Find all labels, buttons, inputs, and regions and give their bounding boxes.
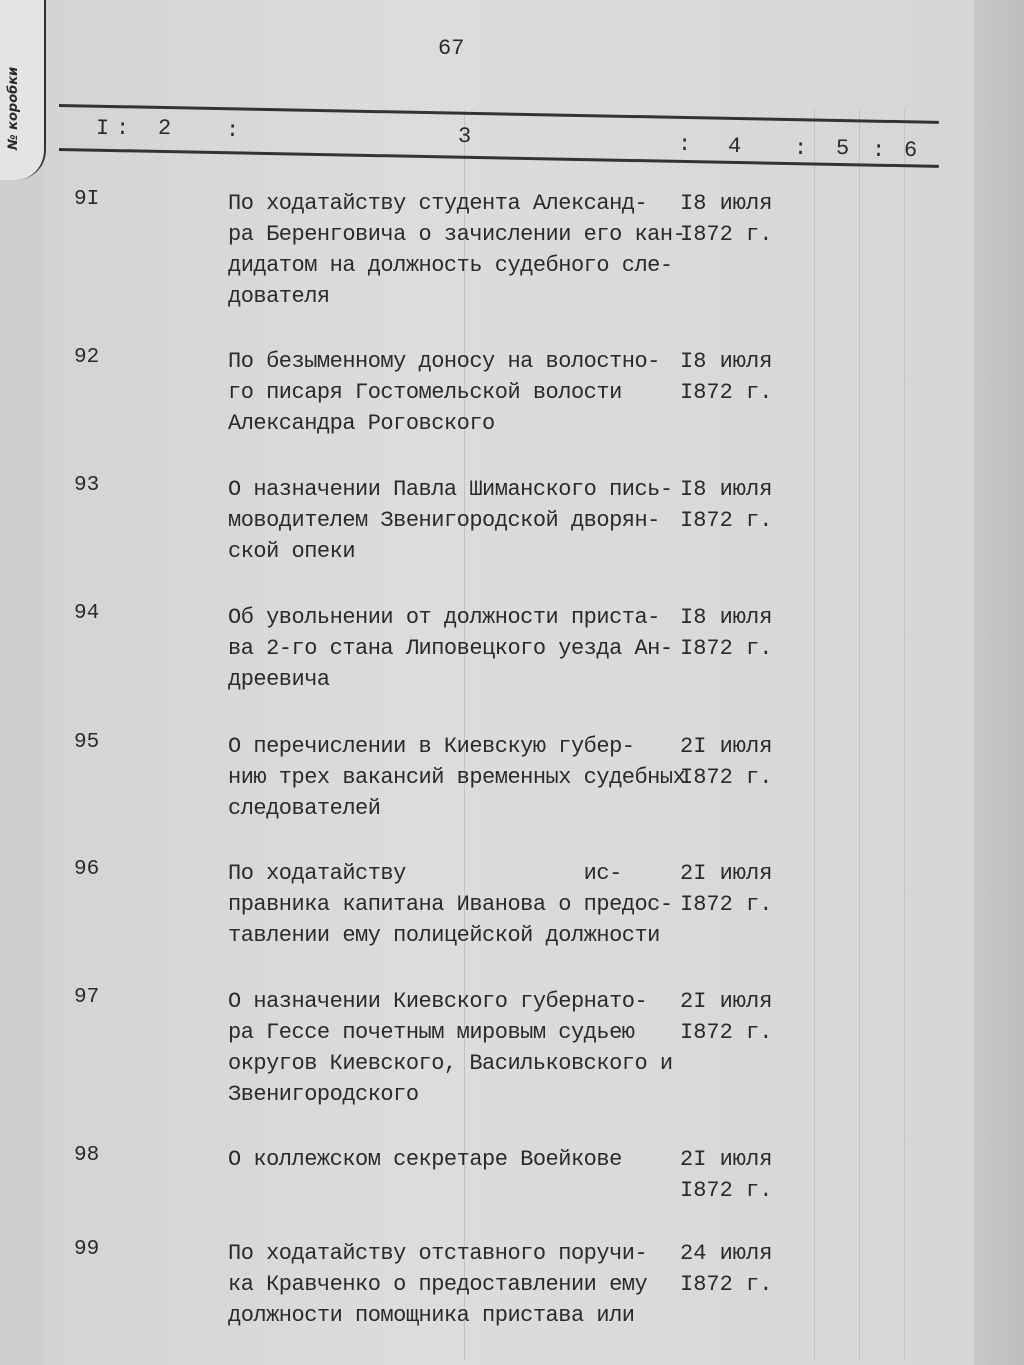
header-sep: : (677, 131, 692, 158)
spine-label: № коробки (6, 66, 21, 150)
document-page (44, 0, 974, 1365)
row-number: 99 (74, 1238, 100, 1261)
column-divider (814, 110, 815, 1360)
page-edge (974, 0, 1024, 1365)
row-text: По ходатайству ис- правника капитана Иванова о предос- тавлении ему полицейской должности (228, 861, 673, 948)
row-text: Об увольнении от должности приста- ва 2-го стана Липовецкого уезда Ан- дреевича (228, 605, 673, 692)
header-col1: I (95, 115, 110, 142)
row-number: 95 (74, 731, 100, 754)
row-text: По ходатайству студента Александ- ра Беренговича о зачислении его кан- дидатом на должность судебного сле- дователя (228, 191, 686, 309)
row-number: 98 (74, 1144, 100, 1167)
row-text: О перечислении в Киевскую губер- нию трех вакансий временных судебных следователей (228, 734, 686, 821)
header-sep: : (225, 117, 240, 144)
header-sep: : (115, 115, 130, 142)
header-col4: 4 (727, 133, 742, 160)
row-date: 24 июля I872 г. (680, 1241, 773, 1297)
row-date: 2I июля I872 г. (680, 734, 773, 790)
row-date: 2I июля I872 г. (680, 1147, 773, 1203)
row-number: 97 (74, 986, 100, 1009)
row-text: По ходатайству отставного поручи- ка Кравченко о предоставлении ему должности помощника пристава или (228, 1241, 648, 1328)
row-date: I8 июля I872 г. (680, 605, 773, 661)
row-number: 94 (74, 602, 100, 625)
column-divider (859, 110, 860, 1360)
row-text: О коллежском секретаре Воейкове (228, 1147, 622, 1172)
row-text: По безыменному доносу на волостно- го писаря Гостомельской волости Александра Роговского (228, 349, 660, 436)
row-date: I8 июля I872 г. (680, 477, 773, 533)
header-col3: 3 (457, 123, 472, 150)
column-divider (904, 110, 905, 1360)
row-number: 93 (74, 474, 100, 497)
row-number: 9I (74, 188, 100, 211)
row-date: 2I июля I872 г. (680, 861, 773, 917)
header-sep: : (871, 137, 886, 164)
header-sep: : (793, 135, 808, 162)
row-date: 2I июля I872 г. (680, 989, 773, 1045)
row-number: 96 (74, 858, 100, 881)
binder-spine (0, 0, 46, 180)
row-text: О назначении Киевского губернато- ра Гессе почетным мировым судьею округов Киевского, Васильковского и Звенигородского (228, 989, 673, 1107)
row-number: 92 (74, 346, 100, 369)
header-col5: 5 (835, 135, 850, 162)
row-date: I8 июля I872 г. (680, 191, 773, 247)
header-col2: 2 (157, 115, 172, 142)
page-number: 67 (438, 36, 465, 61)
header-col6: 6 (903, 137, 918, 164)
row-text: О назначении Павла Шиманского пись- моводителем Звенигородской дворян- ской опеки (228, 477, 673, 564)
header-top-rule (59, 104, 939, 124)
row-date: I8 июля I872 г. (680, 349, 773, 405)
